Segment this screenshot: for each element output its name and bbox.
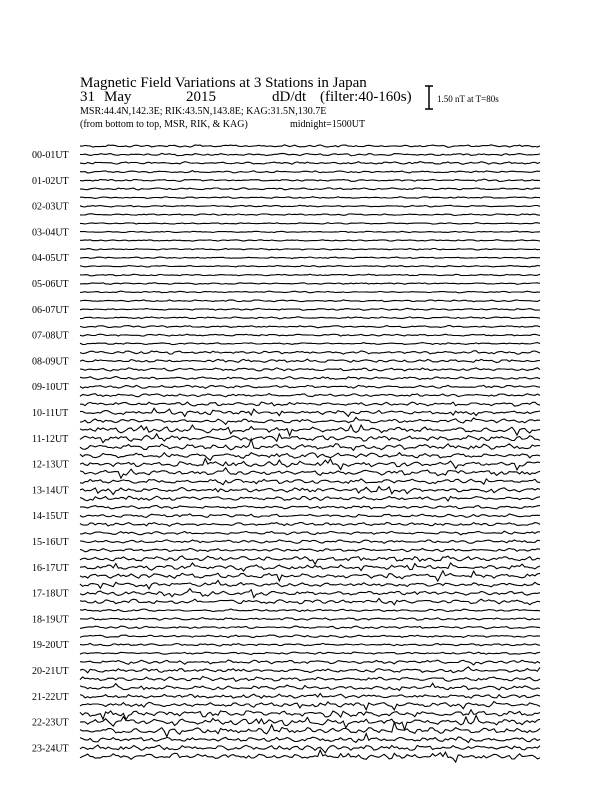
trace-line (80, 609, 540, 612)
trace-line (80, 351, 540, 354)
trace-line (80, 408, 540, 416)
trace-line (80, 240, 540, 242)
trace-line (80, 702, 540, 710)
hour-label: 13-14UT (32, 485, 69, 497)
hour-label: 12-13UT (32, 459, 69, 471)
trace-line (80, 377, 540, 380)
trace-line (80, 571, 540, 581)
trace-line (80, 231, 540, 232)
trace-line (80, 425, 540, 436)
trace-line (80, 487, 540, 495)
trace-line (80, 214, 540, 216)
trace-line (80, 434, 540, 443)
quantity-label: dD/dt (272, 89, 307, 105)
trace-line (80, 598, 540, 604)
trace-line (80, 257, 540, 259)
hour-label: 06-07UT (32, 304, 69, 316)
trace-line (80, 652, 540, 654)
midnight-note: midnight=1500UT (290, 119, 366, 130)
hour-label: 03-04UT (32, 227, 69, 239)
trace-line (80, 556, 540, 564)
hour-label: 10-11UT (32, 408, 69, 419)
hour-label: 02-03UT (32, 201, 69, 213)
trace-line (80, 667, 540, 673)
trace-line (80, 188, 540, 190)
hour-label: 00-01UT (32, 150, 69, 161)
trace-line (80, 153, 540, 155)
trace-line (80, 343, 540, 345)
hour-label: 19-20UT (32, 640, 69, 652)
hour-label: 17-18UT (32, 588, 69, 600)
trace-line (80, 505, 540, 509)
date-day: 31 (80, 89, 95, 105)
trace-line (80, 660, 540, 665)
hour-label: 04-05UT (32, 253, 69, 265)
trace-line (80, 205, 540, 207)
trace-line (80, 722, 540, 736)
hour-label: 08-09UT (32, 356, 69, 368)
trace-line (80, 531, 540, 535)
hour-label: 16-17UT (32, 562, 69, 574)
trace-line (80, 283, 540, 285)
trace-line (80, 171, 540, 173)
hour-label: 14-15UT (32, 511, 69, 523)
trace-line (80, 563, 540, 571)
trace-line (80, 266, 540, 267)
trace-line (80, 453, 540, 461)
filter-label: (filter:40-160s) (320, 89, 412, 105)
trace-line (80, 394, 540, 397)
trace-line (80, 385, 540, 388)
hour-label: 07-08UT (32, 330, 69, 342)
trace-line (80, 523, 540, 527)
trace-line (80, 683, 540, 690)
station-coordinates: MSR:44.4N,142.3E; RIK:43.5N,143.8E; KAG:31.5N,130.7E (80, 106, 327, 117)
trace-line (80, 249, 540, 250)
hour-labels (32, 150, 69, 754)
trace-line (80, 439, 540, 450)
chart-header (80, 75, 412, 130)
trace-line (80, 162, 540, 165)
trace-line (80, 479, 540, 485)
hour-label: 15-16UT (32, 537, 69, 548)
traces (80, 145, 540, 762)
station-order-note: (from bottom to top, MSR, RIK, & KAG) (80, 119, 248, 130)
hour-label: 22-23UT (32, 717, 69, 729)
trace-line (80, 694, 540, 699)
trace-line (80, 145, 540, 148)
trace-line (80, 308, 540, 310)
trace-line (80, 710, 540, 720)
trace-line (80, 274, 540, 276)
trace-line (80, 589, 540, 598)
trace-line (80, 459, 540, 470)
trace-line (80, 223, 540, 225)
trace-line (80, 496, 540, 501)
date-year: 2015 (186, 89, 216, 105)
hour-label: 23-24UT (32, 743, 69, 755)
trace-line (80, 179, 540, 181)
hour-label: 01-02UT (32, 175, 69, 187)
trace-line (80, 368, 540, 371)
trace-line (80, 548, 540, 552)
trace-line (80, 750, 540, 762)
trace-line (80, 734, 540, 743)
hour-label: 20-21UT (32, 666, 69, 677)
trace-line (80, 626, 540, 629)
scale-bar-label: 1.50 nT at T=80s (437, 94, 499, 104)
trace-line (80, 317, 540, 319)
trace-line (80, 334, 540, 336)
trace-line (80, 580, 540, 588)
trace-line (80, 402, 540, 406)
trace-line (80, 676, 540, 681)
trace-line (80, 359, 540, 362)
trace-line (80, 326, 540, 328)
trace-line (80, 468, 540, 478)
trace-line (80, 618, 540, 621)
trace-line (80, 197, 540, 199)
trace-line (80, 291, 540, 293)
trace-line (80, 514, 540, 518)
trace-line (80, 540, 540, 544)
hour-label: 09-10UT (32, 382, 69, 394)
trace-line (80, 417, 540, 424)
trace-line (80, 745, 540, 753)
scale-bar (425, 86, 499, 109)
trace-line (80, 300, 540, 302)
trace-line (80, 643, 540, 646)
trace-line (80, 715, 540, 729)
hour-label: 05-06UT (32, 279, 69, 290)
hour-label: 18-19UT (32, 614, 69, 626)
hour-label: 11-12UT (32, 433, 69, 445)
chart-title: Magnetic Field Variations at 3 Stations in Japan (80, 75, 367, 91)
trace-line (80, 635, 540, 638)
hour-label: 21-22UT (32, 691, 69, 703)
date-month: May (104, 89, 132, 105)
